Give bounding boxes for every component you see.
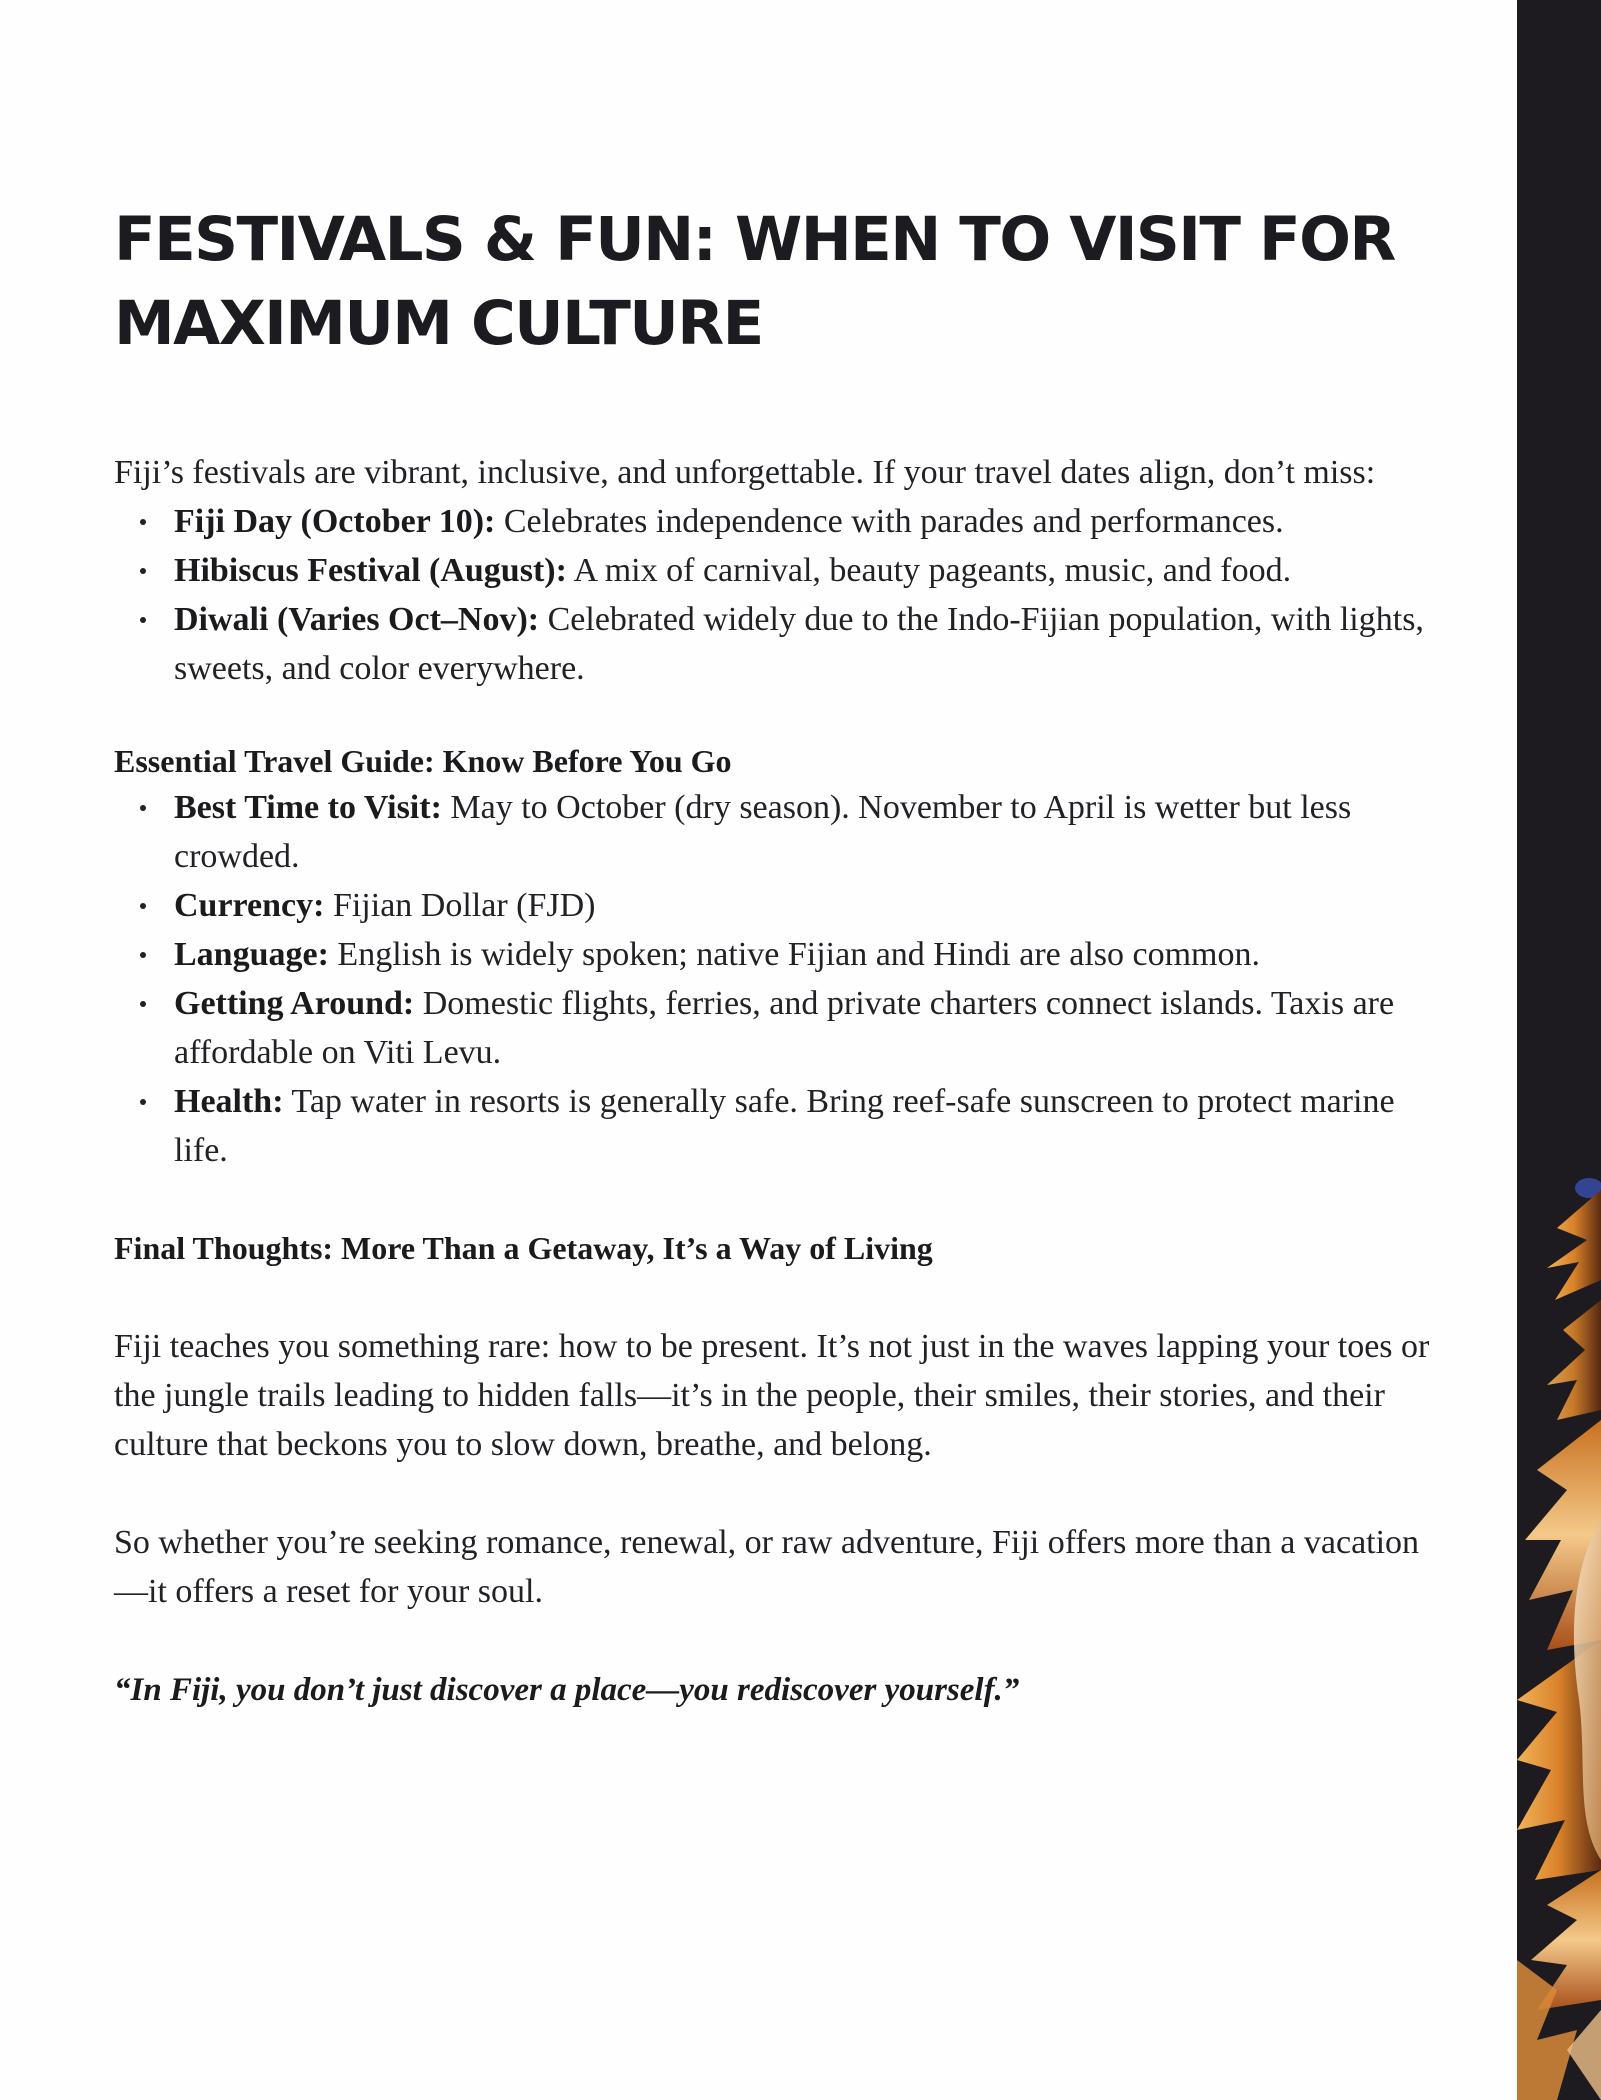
- list-item: [114, 497, 1444, 546]
- closing-quote: “In Fiji, you don’t just discover a place—you rediscover yourself.”: [114, 1672, 1020, 1708]
- final-paragraph-1: Fiji teaches you something rare: how to be present. It’s not just in the waves lapping your toes or the jungle trails leading to hidden falls—it’s in the people, their smiles, their stories, and their culture that beckons you to slow down, breathe, and belong.: [114, 1328, 1430, 1463]
- list-item-label: Language:: [174, 936, 329, 973]
- final-thoughts-heading: Final Thoughts: More Than a Getaway, It’s a Way of Living: [114, 1230, 933, 1266]
- list-item-label: Health:: [174, 1083, 284, 1120]
- intro-paragraph: Fiji’s festivals are vibrant, inclusive, and unforgettable. If your travel dates align, don’t miss:: [114, 454, 1376, 491]
- festival-list: [114, 497, 1444, 693]
- bullet-icon: [140, 1099, 146, 1105]
- list-item-text: English is widely spoken; native Fijian and Hindi are also common.: [328, 936, 1261, 973]
- list-item: [114, 783, 1444, 881]
- list-item-text: Fijian Dollar (FJD): [324, 887, 596, 924]
- list-item-label: Getting Around:: [174, 985, 415, 1022]
- article-content: [114, 198, 1444, 1746]
- bullet-icon: [140, 805, 146, 811]
- list-item-text: Domestic flights, ferries, and private charters connect islands. Taxis are affordable on Viti Levu.: [174, 985, 1395, 1071]
- list-item: [114, 595, 1444, 693]
- bullet-icon: [140, 568, 146, 574]
- fire-dancer-photo-graphic: [1517, 0, 1601, 2100]
- list-item-text: Celebrated widely due to the Indo-Fijian population, with lights, sweets, and color everywhere.: [174, 601, 1424, 687]
- list-item: [114, 546, 1444, 595]
- list-item: [114, 930, 1444, 979]
- essentials-heading: Essential Travel Guide: Know Before You Go: [114, 743, 732, 779]
- list-item: [114, 1077, 1444, 1175]
- bullet-icon: [140, 1001, 146, 1007]
- list-item-label: Diwali (Varies Oct–Nov):: [174, 601, 540, 638]
- list-item: [114, 979, 1444, 1077]
- list-item-text: May to October (dry season). November to April is wetter but less crowded.: [174, 789, 1352, 875]
- list-item-label: Hibiscus Festival (August):: [174, 552, 567, 589]
- essentials-list: [114, 783, 1444, 1175]
- list-item: [114, 881, 1444, 930]
- final-paragraph-2: So whether you’re seeking romance, renewal, or raw adventure, Fiji offers more than a vacation—it offers a reset for your soul.: [114, 1524, 1420, 1610]
- list-item-label: Fiji Day (October 10):: [174, 503, 496, 540]
- page-title: FESTIVALS & FUN: WHEN TO VISIT FOR MAXIMUM CULTURE: [114, 204, 1395, 359]
- list-item-label: Currency:: [174, 887, 325, 924]
- bullet-icon: [140, 952, 146, 958]
- list-item-text: Celebrates independence with parades and performances.: [495, 503, 1284, 540]
- list-item-text: A mix of carnival, beauty pageants, music, and food.: [566, 552, 1292, 589]
- bullet-icon: [140, 519, 146, 525]
- bullet-icon: [140, 903, 146, 909]
- fire-dancer-photo: [1517, 0, 1601, 2100]
- bullet-icon: [140, 617, 146, 623]
- list-item-text: Tap water in resorts is generally safe. Bring reef-safe sunscreen to protect marine life.: [174, 1083, 1395, 1169]
- list-item-label: Best Time to Visit:: [174, 789, 442, 826]
